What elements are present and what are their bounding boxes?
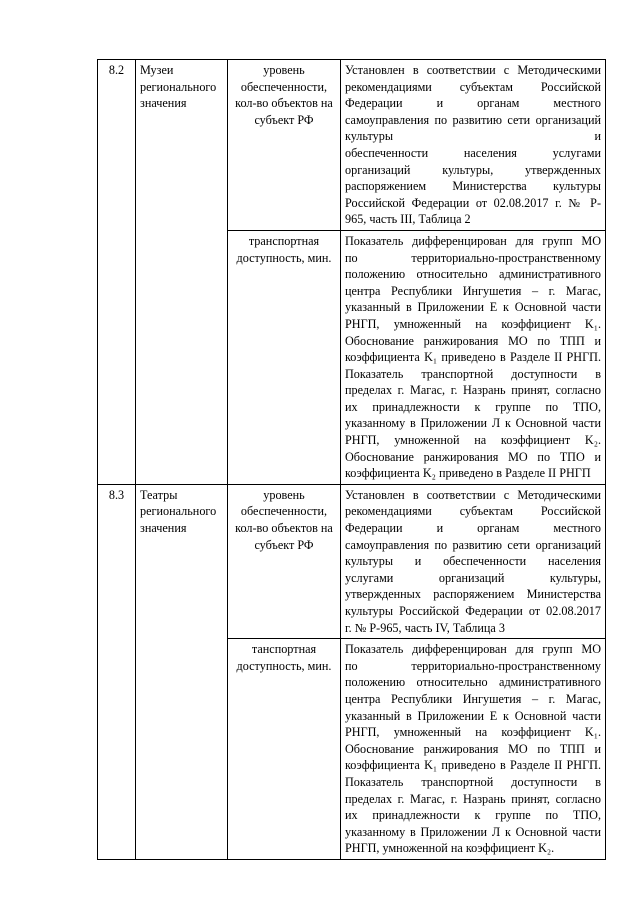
description-line: их принадлежности к группе по ТПО, bbox=[345, 808, 601, 823]
description-line: утвержденных распоряжением Министерства bbox=[345, 587, 601, 602]
indicator-cell: танспортная доступность, мин. bbox=[228, 639, 341, 860]
description-line: Обоснование ранжирования МО по ТПО и bbox=[345, 449, 601, 464]
table-row bbox=[98, 484, 606, 638]
description-line: коэффициента K₂ приведено в Разделе II РНГП bbox=[345, 466, 591, 481]
description-line: коэффициента K₁ приведено в Разделе II РНГП. bbox=[345, 758, 601, 773]
description-line: самоуправления по развитию сети организаций bbox=[345, 112, 601, 127]
object-name: Музеи регионального значения bbox=[136, 60, 228, 485]
description-cell bbox=[341, 484, 606, 638]
description-line: пределах г. Магас, г. Назрань принят, согласно bbox=[345, 791, 601, 806]
description-line: культуры и обеспеченности населения bbox=[345, 554, 601, 569]
description-line: культуры Российской Федерации от 02.08.2017 bbox=[345, 604, 601, 618]
description-line: РНГП, умноженный на коэффициент K₁. bbox=[345, 316, 601, 331]
description-line: Установлен в соответствии с Методическими bbox=[345, 63, 601, 77]
description-line: указанному в Приложении Л к Основной части bbox=[345, 824, 601, 839]
description-line: Установлен в соответствии с Методическими bbox=[345, 487, 601, 502]
description-line: обеспеченности населения услугами bbox=[345, 145, 601, 160]
description-line: организаций культуры, утвержденных bbox=[345, 162, 601, 177]
description-line: культуры и bbox=[345, 129, 601, 144]
description-line: Федерации и органам местного bbox=[345, 96, 601, 111]
standards-table bbox=[97, 59, 606, 860]
description-line: распоряжением Министерства культуры bbox=[345, 179, 601, 194]
description-line: РНГП, умноженной на коэффициент K₂. bbox=[345, 433, 601, 448]
description-line: Российской Федерации от 02.08.2017 г. № Р- bbox=[345, 195, 601, 210]
description-line: указанному в Приложении Л к Основной части bbox=[345, 416, 601, 431]
indicator-cell: уровень обеспеченности, кол-во объектов на субъект РФ bbox=[228, 60, 341, 231]
description-line: Показатель транспортной доступности в bbox=[345, 366, 601, 381]
description-line: Обоснование ранжирования МО по ТПП и bbox=[345, 333, 601, 348]
description-line: по территориально-пространственному bbox=[345, 658, 601, 673]
description-cell bbox=[341, 230, 606, 484]
row-number: 8.3 bbox=[98, 484, 136, 859]
description-line: РНГП, умноженный на коэффициент K₁. bbox=[345, 725, 601, 740]
description-line: Показатель дифференцирован для групп МО bbox=[345, 233, 601, 248]
description-line: Показатель транспортной доступности в bbox=[345, 774, 601, 789]
indicator-cell: транспортная доступность, мин. bbox=[228, 230, 341, 484]
description-line: указанный в Приложении Е к Основной части bbox=[345, 708, 601, 723]
description-line: положению относительно административного bbox=[345, 267, 601, 282]
description-line: Обоснование ранжирования МО по ТПП и bbox=[345, 741, 601, 756]
description-line: центра Республики Ингушетия – г. Магас, bbox=[345, 283, 601, 298]
description-line: рекомендациями субъектам Российской bbox=[345, 504, 601, 519]
table-row bbox=[98, 60, 606, 231]
description-line: их принадлежности к группе по ТПО, bbox=[345, 399, 601, 414]
description-line: коэффициента K₁ приведено в Разделе II РНГП. bbox=[345, 350, 601, 365]
description-line: г. № Р-965, часть IV, Таблица 3 bbox=[345, 620, 505, 635]
description-cell bbox=[341, 639, 606, 860]
description-line: по территориально-пространственному bbox=[345, 250, 601, 265]
description-line: Федерации и органам местного bbox=[345, 521, 601, 536]
row-number: 8.2 bbox=[98, 60, 136, 485]
object-name: Театры регионального значения bbox=[136, 484, 228, 859]
description-line: 965, часть III, Таблица 2 bbox=[345, 212, 471, 227]
description-line: самоуправления по развитию сети организаций bbox=[345, 537, 601, 552]
description-line: пределах г. Магас, г. Назрань принят, согласно bbox=[345, 383, 601, 398]
description-cell bbox=[341, 60, 606, 231]
description-line: РНГП, умноженной на коэффициент K₂. bbox=[345, 841, 555, 856]
description-line: рекомендациями субъектам Российской bbox=[345, 79, 601, 94]
description-line: указанный в Приложении Е к Основной части bbox=[345, 300, 601, 315]
description-line: центра Республики Ингушетия – г. Магас, bbox=[345, 691, 601, 706]
description-line: Показатель дифференцирован для групп МО bbox=[345, 642, 601, 657]
description-line: положению относительно административного bbox=[345, 675, 601, 690]
description-line: услугами организаций культуры, bbox=[345, 570, 601, 585]
indicator-cell: уровень обеспеченности, кол-во объектов на субъект РФ bbox=[228, 484, 341, 638]
